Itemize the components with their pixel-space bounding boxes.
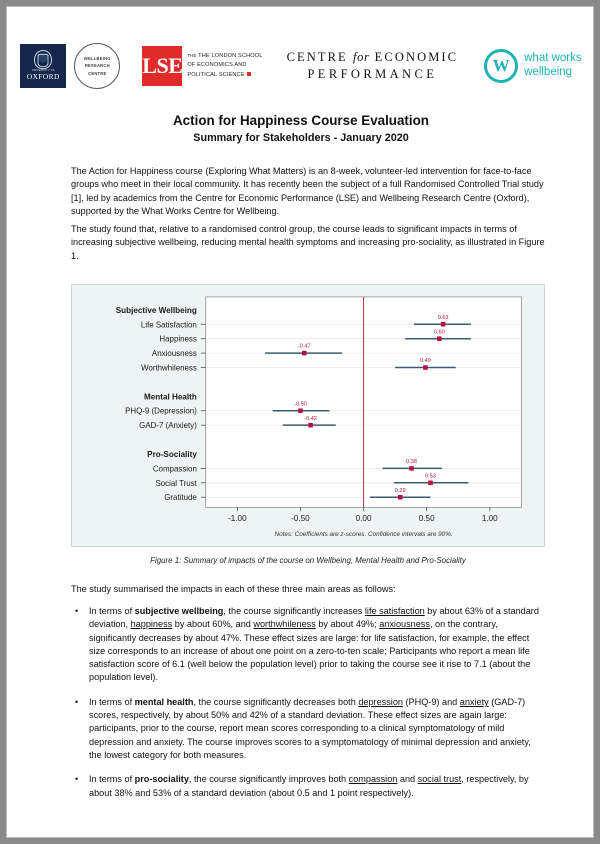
- chart-notes: Notes: Coefficients are z-scores. Confidence intervals are 90%.: [274, 531, 453, 539]
- findings-paragraph-container: [71, 223, 545, 263]
- x-axis-tick-label: -1.00: [228, 514, 247, 524]
- bullet-subjective-wellbeing: [71, 605, 545, 685]
- wrc-line-3: CENTRE: [88, 70, 107, 76]
- coefficient-marker: [428, 481, 433, 486]
- chart-category-label: Happiness: [159, 334, 197, 344]
- chart-category-label: Social Trust: [155, 478, 197, 488]
- chart-category-label: Anxiousness: [151, 349, 197, 359]
- coefficient-marker: [298, 408, 303, 413]
- page-subtitle: Summary for Stakeholders - January 2020: [193, 132, 409, 144]
- cep-logo: [287, 49, 459, 83]
- lse-line-2: OF ECONOMICS AND: [187, 62, 247, 69]
- what-works-wellbeing-logo: [484, 49, 582, 83]
- coefficient-value-label: 0.63: [437, 314, 449, 321]
- bullet-text: In terms of pro-sociality, the course significantly improves both compassion and social trust, respectively, by about 38% and 53% of a standard deviation (about 0.5 and 1 point respectively).: [89, 774, 529, 798]
- cep-word-centre: CENTRE: [286, 50, 348, 65]
- figure-1: [71, 284, 545, 547]
- x-axis-tick-label: -0.50: [291, 514, 310, 524]
- coefficient-value-label: -0.47: [297, 343, 311, 350]
- wrc-line-1: WELLBEING: [83, 55, 111, 61]
- lse-square-icon: [247, 72, 251, 76]
- figure-1-caption: Figure 1: Summary of impacts of the course on Wellbeing, Mental Health and Pro-Sociality: [150, 556, 466, 565]
- bullet-marker-icon: •: [75, 606, 79, 616]
- wellbeing-research-centre-logo: [74, 43, 120, 89]
- document-page: [6, 6, 594, 838]
- lse-logo: [142, 46, 262, 86]
- page-title: Action for Happiness Course Evaluation: [173, 113, 429, 128]
- chart-category-label: GAD-7 (Anxiety): [139, 421, 197, 431]
- www-line-2: wellbeing: [524, 66, 573, 78]
- logo-bar: [7, 37, 594, 95]
- bullet-marker-icon: •: [75, 696, 79, 707]
- cep-line-2: PERFORMANCE: [307, 67, 438, 81]
- oxford-logo: [20, 44, 66, 88]
- coefficient-value-label: 0.49: [420, 358, 431, 365]
- coefficient-value-label: 0.29: [394, 487, 406, 494]
- coefficient-value-label: -0.50: [294, 401, 307, 408]
- x-axis-tick-label: 1.00: [481, 514, 498, 524]
- bullet-marker-icon: •: [75, 774, 79, 785]
- lse-wordmark: THE THE LONDON SCHOOL OF ECONOMICS AND POLITICAL SCIENCE: [187, 53, 263, 78]
- chart-group-label: Subjective Wellbeing: [115, 306, 197, 316]
- cep-line-1: [287, 49, 459, 66]
- lse-mark: LSE: [142, 46, 182, 86]
- wrc-line-2: RESEARCH: [84, 63, 110, 69]
- coefficient-marker: [409, 466, 414, 471]
- coefficient-marker: [398, 495, 403, 500]
- coefficient-marker: [308, 423, 313, 428]
- coefficient-marker: [437, 336, 442, 341]
- chart-group-label: Pro-Sociality: [147, 450, 197, 460]
- chart-category-label: Worthwhileness: [141, 363, 197, 373]
- coefficient-value-label: 0.53: [425, 473, 436, 480]
- cep-word-economic: ECONOMIC: [374, 50, 459, 65]
- x-axis-tick-label: 0.00: [355, 514, 372, 524]
- chart-category-label: Gratitude: [164, 493, 197, 503]
- www-w-mark-icon: W: [484, 49, 518, 83]
- paragraph-1: The Action for Happiness course (Exploring What Matters) is an 8-week, volunteer-led intervention for face-to-face groups who meet in their local community. It has recently been the subject of a full Randomised Controlled Trial study [1], led by academics from the Centre for Economic Performance (LSE) and Wellbeing Research Centre (Oxford), supported by the What Works Centre for Wellbeing.: [71, 166, 544, 216]
- oxford-logo-sub: UNIVERSITY OF: [31, 69, 55, 73]
- coefficient-marker: [423, 365, 428, 370]
- coefficient-value-label: 0.60: [433, 329, 445, 336]
- lse-line-3: POLITICAL SCIENCE: [187, 71, 245, 78]
- coefficient-value-label: -0.42: [304, 415, 317, 422]
- coefficient-value-label: 0.38: [406, 459, 417, 466]
- cep-word-for: for: [353, 50, 370, 65]
- chart-category-label: Life Satisfaction: [140, 320, 197, 330]
- bullet-pro-sociality: [71, 773, 545, 800]
- chart-group-label: Mental Health: [144, 392, 197, 402]
- paragraph-2: The study found that, relative to a randomised control group, the course leads to significant impacts in terms of increasing subjective wellbeing, reducing mental health symptoms and increasing pro-sociality, as illustrated in Figure 1.: [71, 224, 545, 261]
- oxford-logo-name: OXFORD: [26, 72, 60, 82]
- lse-line-1: THE LONDON SCHOOL: [198, 53, 263, 60]
- oxford-crest-icon: [34, 50, 52, 69]
- paragraph-3: The study summarised the impacts in each of these three main areas as follows:: [71, 584, 396, 594]
- bullet-list: [71, 605, 545, 811]
- summary-paragraph-container: [71, 583, 545, 596]
- chart-category-label: Compassion: [152, 464, 197, 474]
- coefficient-marker: [302, 351, 307, 356]
- x-axis-tick-label: 0.50: [418, 514, 435, 524]
- coefficient-plot: [72, 285, 544, 546]
- chart-category-label: PHQ-9 (Depression): [125, 406, 197, 416]
- bullet-mental-health: [71, 696, 545, 762]
- bullet-text: In terms of subjective wellbeing, the course significantly increases life satisfaction by about 63% of a standard deviation, happiness by about 60%, and worthwhileness by about 49%; anxiousness, on the contrary, significantly decreases by about 47%. These effect sizes are large: for life satisfaction, for example, the effect size corresponds to an increase of about one point on a zero-to-ten scale; Participants who report a mean life satisfaction score of 6.1 (well below the population level) prior to taking the course see it rise to 7.1 (about the population level).: [89, 606, 539, 683]
- bullet-text: In terms of mental health, the course significantly decreases both depression (PHQ-9) and anxiety (GAD-7) scores, respectively, by about 50% and 42% of a standard deviation. These effect sizes are again large: participants, prior to the course, report mean scores corresponding to a clinical symptomatology of mild depression and anxiety. The course improves scores to a symptomatology of minimal depression and anxiety, the lowest category for both measures.: [89, 696, 531, 760]
- www-line-1: what works: [524, 52, 582, 65]
- www-wordmark: [524, 52, 582, 79]
- coefficient-marker: [441, 322, 446, 327]
- intro-paragraph-container: [71, 165, 545, 218]
